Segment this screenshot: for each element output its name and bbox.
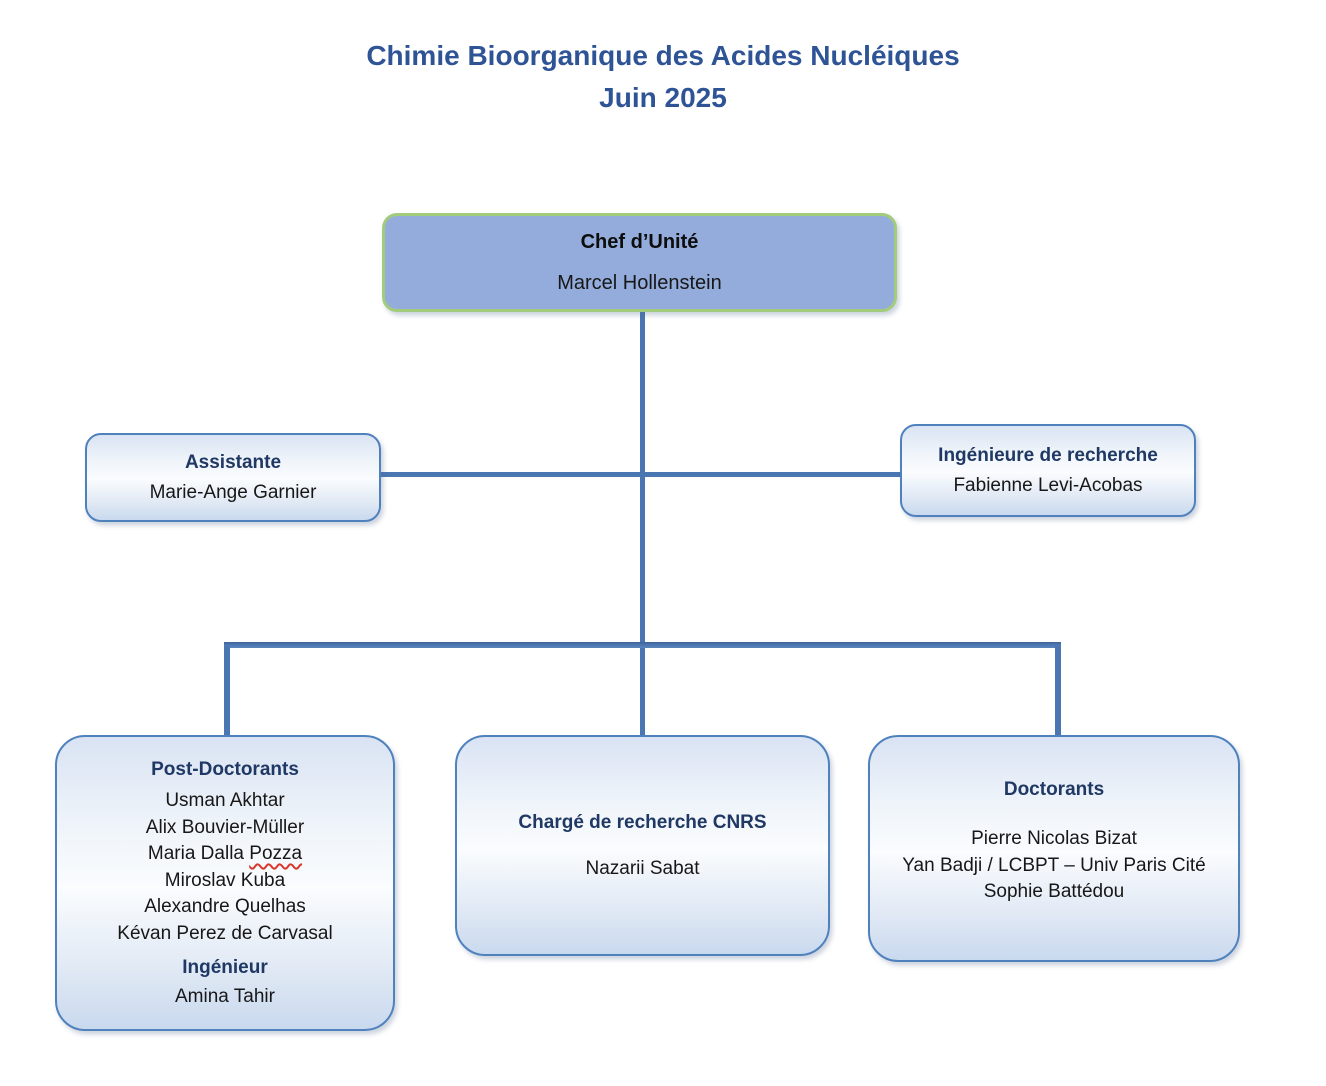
spellcheck-squiggle: Pozza xyxy=(249,843,303,864)
person-name: Marcel Hollenstein xyxy=(557,272,722,294)
connector-vertical-center xyxy=(640,312,645,737)
doctorant-member-list xyxy=(902,826,1205,906)
chart-title xyxy=(0,34,1326,118)
person-name: Nazarii Sabat xyxy=(585,857,700,879)
role-label: Chef d’Unité xyxy=(580,231,699,253)
connector-horizontal-bar xyxy=(224,642,1061,648)
member-name: Yan Badji / LCBPT – Univ Paris Cité xyxy=(902,854,1206,876)
connector-drop-right xyxy=(1055,646,1061,737)
member-name: Pierre Nicolas Bizat xyxy=(971,828,1137,849)
member-name: Alexandre Quelhas xyxy=(144,896,306,917)
chart-title-line1: Chimie Bioorganique des Acides Nucléiques xyxy=(366,40,960,71)
role-label: Assistante xyxy=(184,451,282,473)
role-label: Post-Doctorants xyxy=(151,759,299,780)
member-name: Kévan Perez de Carvasal xyxy=(117,922,333,944)
connector-horizontal-assistants xyxy=(380,472,900,477)
postdoc-member-list xyxy=(117,788,332,947)
role-label: Doctorants xyxy=(1003,779,1105,800)
chart-title-date: Juin 2025 xyxy=(599,82,727,113)
person-name: Amina Tahir xyxy=(175,986,275,1007)
person-name: Fabienne Levi-Acobas xyxy=(953,474,1143,496)
node-charge-recherche-cnrs xyxy=(455,735,830,956)
node-assistante xyxy=(85,433,381,522)
role-label: Ingénieure de recherche xyxy=(938,444,1158,466)
member-name: Maria Dalla Pozza xyxy=(147,843,303,864)
person-name: Marie-Ange Garnier xyxy=(149,481,317,503)
connector-drop-left xyxy=(224,646,230,737)
member-name: Miroslav Kuba xyxy=(164,869,286,891)
node-post-doctorants xyxy=(55,735,395,1031)
role-label: Chargé de recherche CNRS xyxy=(518,811,767,833)
subrole-label: Ingénieur xyxy=(182,957,268,978)
member-name: Usman Akhtar xyxy=(165,790,285,811)
node-chef-unite xyxy=(382,213,897,312)
member-name: Alix Bouvier-Müller xyxy=(145,816,305,838)
member-name: Sophie Battédou xyxy=(983,881,1125,902)
node-doctorants xyxy=(868,735,1240,962)
node-ingenieure-recherche xyxy=(900,424,1196,517)
